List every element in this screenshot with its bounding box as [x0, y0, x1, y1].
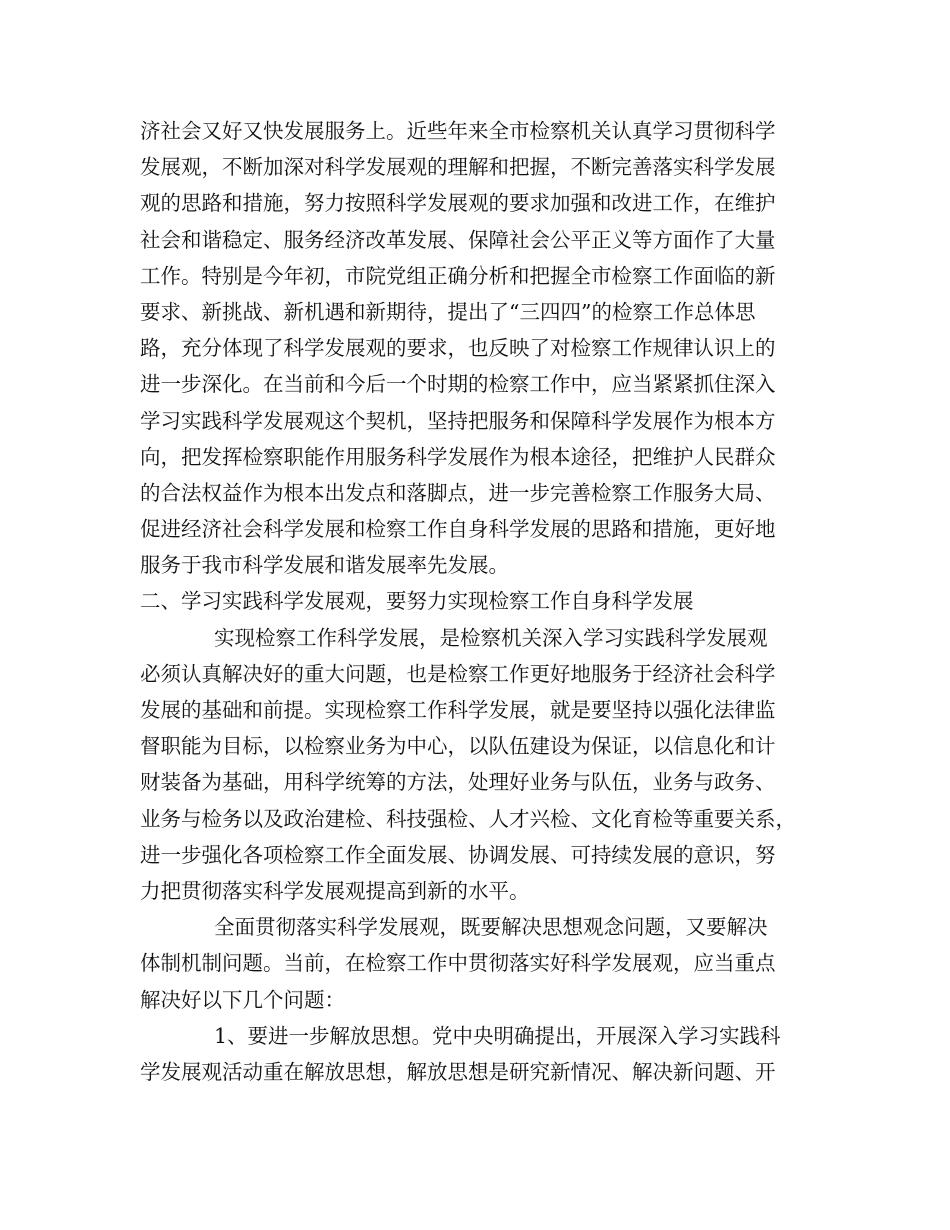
text-line: 进一步强化各项检察工作全面发展、协调发展、可持续发展的意识，努	[140, 842, 776, 867]
text-line: 督职能为目标，以检察业务为中心，以队伍建设为保证，以信息化和计	[140, 734, 776, 759]
text-line: 服务于我市科学发展和谐发展率先发展。	[140, 553, 509, 578]
text-line: 发展观，不断加深对科学发展观的理解和把握，不断完善落实科学发展	[140, 155, 776, 180]
paragraph-first-line: 实现检察工作科学发展，是检察机关深入学习实践科学发展观	[214, 625, 768, 650]
text-line: 体制机制问题。当前，在检察工作中贯彻落实好科学发展观，应当重点	[140, 951, 776, 976]
text-line: 观的思路和措施，努力按照科学发展观的要求加强和改进工作，在维护	[140, 191, 776, 216]
text-line: 解决好以下几个问题：	[140, 987, 345, 1012]
text-line: 学习实践科学发展观这个契机，坚持把服务和保障科学发展作为根本方	[140, 408, 776, 433]
text-line: 力把贯彻落实科学发展观提高到新的水平。	[140, 878, 530, 903]
paragraph-first-line: 1、要进一步解放思想。党中央明确提出，开展深入学习实践科	[214, 1023, 781, 1048]
text-line: 学发展观活动重在解放思想，解放思想是研究新情况、解决新问题、开	[140, 1059, 776, 1084]
text-line: 路，充分体现了科学发展观的要求，也反映了对检察工作规律认识上的	[140, 336, 776, 361]
text-line: 进一步深化。在当前和今后一个时期的检察工作中，应当紧紧抓住深入	[140, 372, 776, 397]
document-body	[140, 113, 820, 1090]
text-line: 必须认真解决好的重大问题，也是检察工作更好地服务于经济社会科学	[140, 661, 776, 686]
text-line: 财装备为基础，用科学统筹的方法，处理好业务与队伍，业务与政务、	[140, 770, 776, 795]
section-heading: 二、学习实践科学发展观，要努力实现检察工作自身科学发展	[140, 589, 694, 614]
text-line: 向，把发挥检察职能作用服务科学发展作为根本途径，把维护人民群众	[140, 444, 776, 469]
paragraph-first-line: 全面贯彻落实科学发展观，既要解决思想观念问题，又要解决	[214, 915, 768, 940]
text-line: 发展的基础和前提。实现检察工作科学发展，就是要坚持以强化法律监	[140, 698, 776, 722]
text-line: 业务与检务以及政治建检、科技强检、人才兴检、文化育检等重要关系，	[140, 806, 796, 831]
text-line: 社会和谐稳定、服务经济改革发展、保障社会公平正义等方面作了大量	[140, 227, 776, 252]
text-line: 要求、新挑战、新机遇和新期待，提出了“三四四”的检察工作总体思	[140, 299, 756, 324]
text-line: 促进经济社会科学发展和检察工作自身科学发展的思路和措施，更好地	[140, 517, 776, 542]
text-line: 的合法权益作为根本出发点和落脚点，进一步完善检察工作服务大局、	[140, 480, 776, 505]
text-line: 工作。特别是今年初，市院党组正确分析和把握全市检察工作面临的新	[140, 263, 776, 288]
text-line: 济社会又好又快发展服务上。近些年来全市检察机关认真学习贯彻科学	[140, 119, 776, 143]
